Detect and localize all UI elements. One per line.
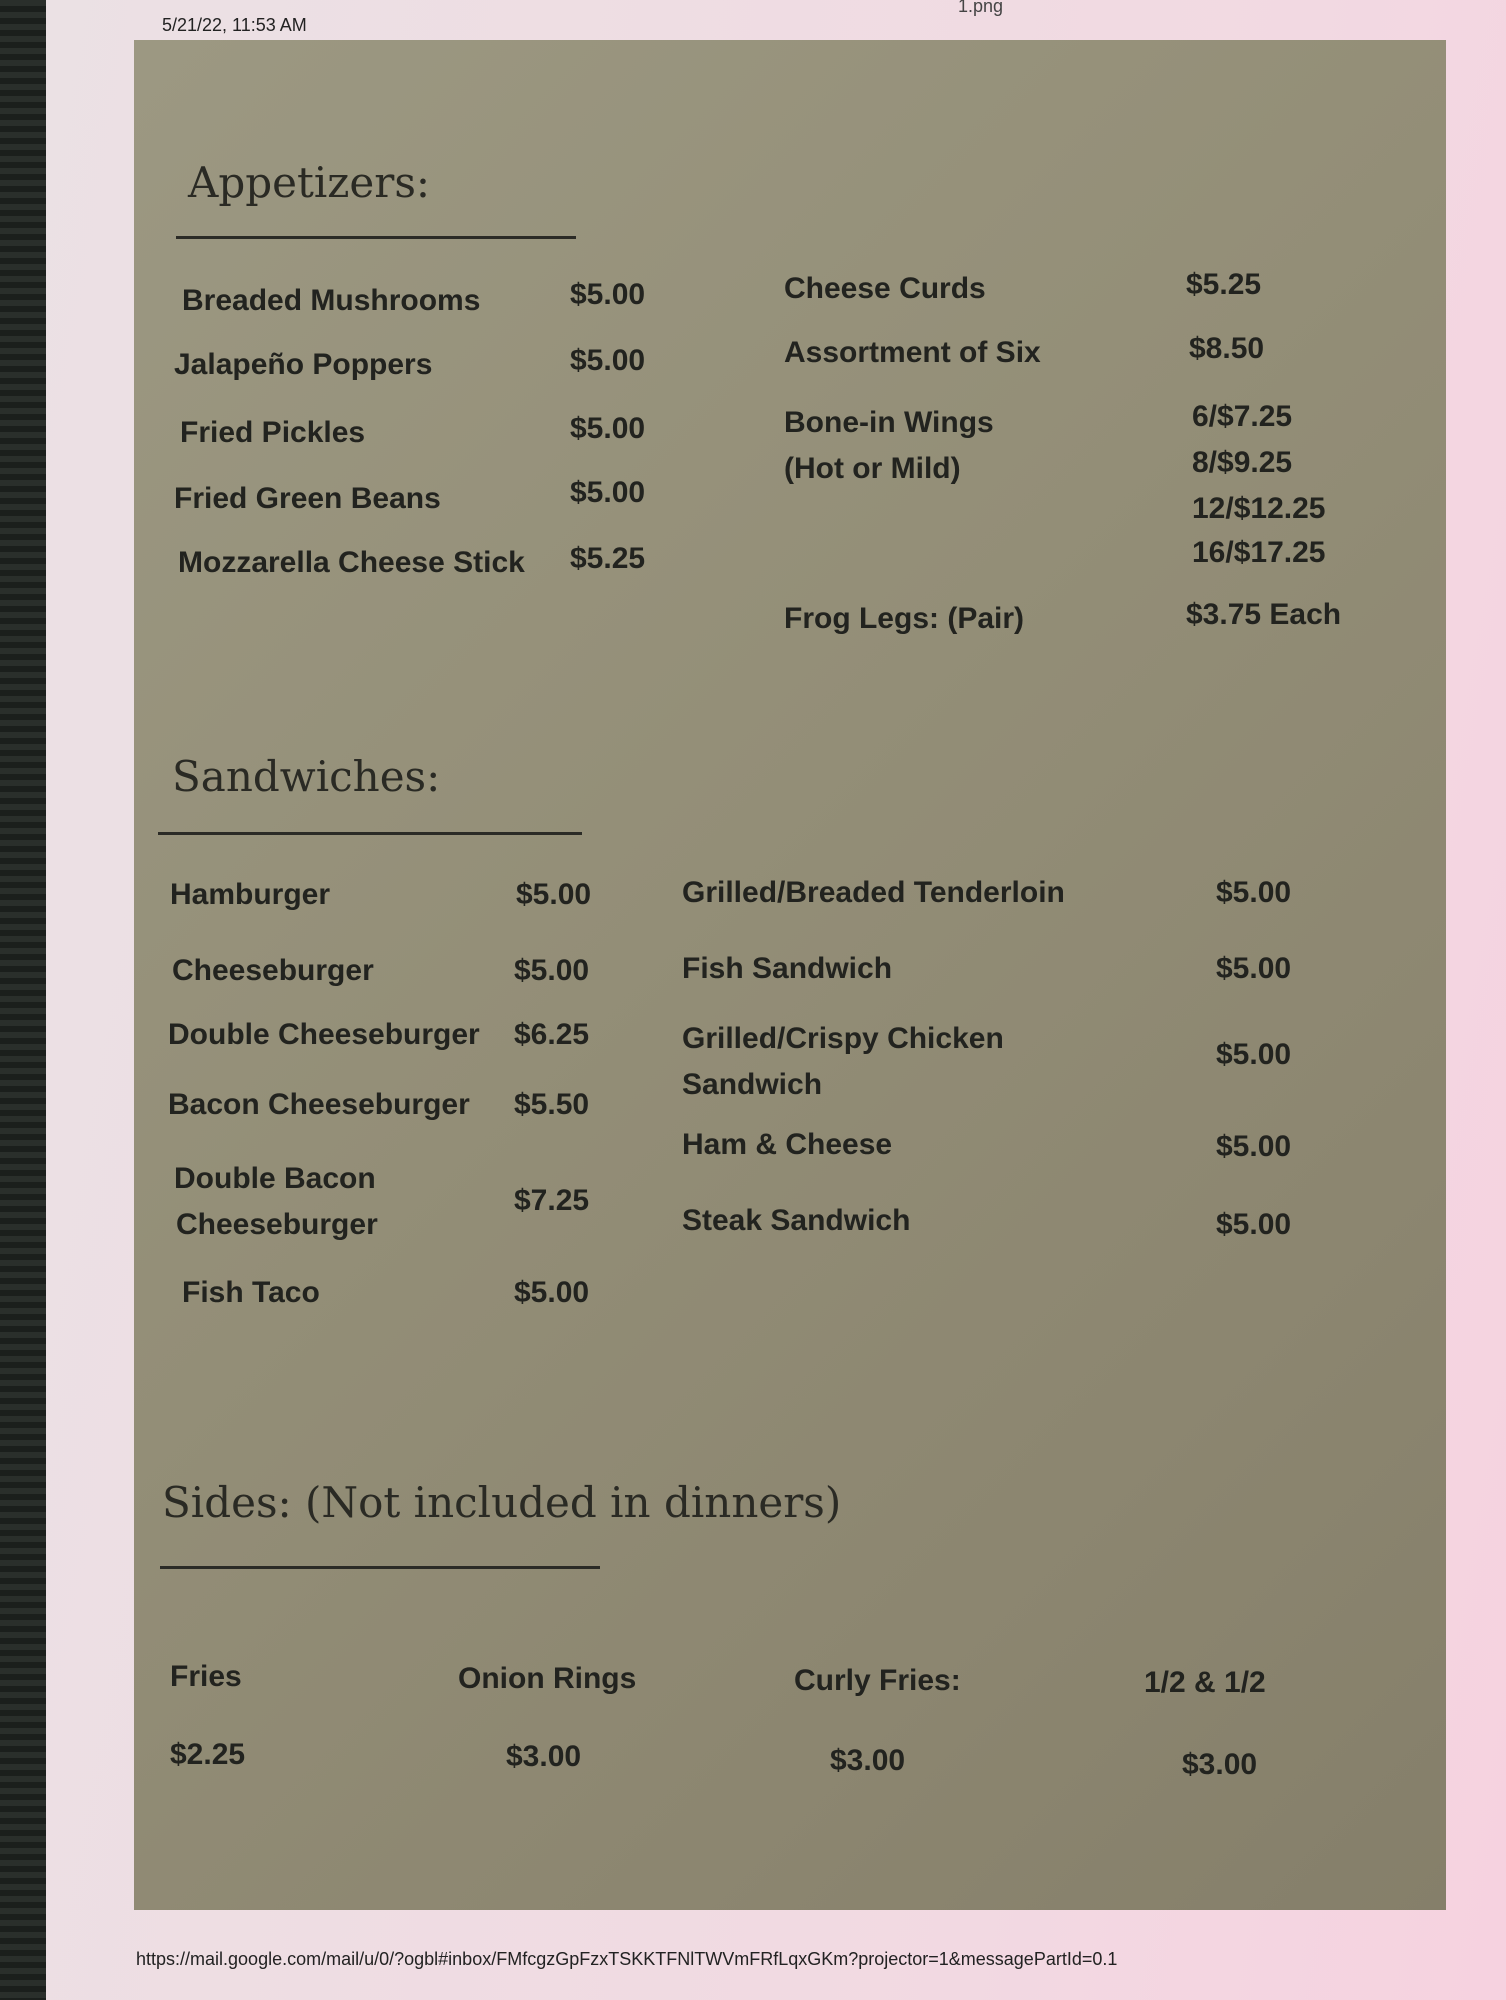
menu-item-name: Mozzarella Cheese Stick — [178, 546, 525, 579]
side-item-price: $3.00 — [506, 1740, 582, 1773]
menu-item-price: 8/$9.25 — [1192, 446, 1293, 479]
menu-item-name: Cheeseburger — [172, 954, 374, 987]
side-item-name: Onion Rings — [458, 1662, 637, 1695]
menu-item-price: $5.00 — [516, 878, 592, 911]
menu-item-price: $5.00 — [570, 476, 646, 509]
menu-item-name-subline: Cheeseburger — [176, 1208, 378, 1241]
menu-item-name: Hamburger — [170, 878, 331, 911]
appetizers-title: Appetizers: — [188, 158, 431, 207]
menu-item-name: Grilled/Crispy Chicken — [682, 1022, 1004, 1055]
menu-item-name: Fried Pickles — [180, 416, 366, 449]
menu-item-price: 16/$17.25 — [1192, 536, 1326, 569]
sides-divider — [160, 1566, 600, 1569]
menu-item-name: Double Cheeseburger — [168, 1018, 480, 1051]
menu-item-price: $8.50 — [1189, 332, 1265, 365]
menu-item-price: $5.00 — [570, 278, 646, 311]
menu-item-price: $5.00 — [1216, 1208, 1292, 1241]
menu-item-price: $5.00 — [514, 1276, 590, 1309]
menu-item-name: Bone-in Wings — [784, 406, 994, 439]
side-item-price: $3.00 — [830, 1744, 906, 1777]
menu-item-price: $5.00 — [1216, 1130, 1292, 1163]
menu-item-price: $5.00 — [1216, 952, 1292, 985]
menu-item-name: Bacon Cheeseburger — [168, 1088, 470, 1121]
sides-title: Sides: (Not included in dinners) — [162, 1478, 842, 1527]
menu-item-price: $5.00 — [1216, 876, 1292, 909]
menu-item-price: $5.00 — [1216, 1038, 1292, 1071]
menu-item-price: $5.25 — [570, 542, 646, 575]
menu-item-price: $7.25 — [514, 1184, 590, 1217]
sandwiches-title: Sandwiches: — [172, 752, 441, 801]
menu-item-name: Breaded Mushrooms — [182, 284, 481, 317]
menu-item-price: $3.75 Each — [1186, 598, 1342, 631]
menu-item-price: $5.00 — [570, 412, 646, 445]
menu-item-price: $5.50 — [514, 1088, 590, 1121]
menu-item-price: 12/$12.25 — [1192, 492, 1326, 525]
print-url: https://mail.google.com/mail/u/0/?ogbl#inbox/FMfcgzGpFzxTSKKTFNlTWVmFRfLqxGKm?projector=1&messagePartId=0.1 — [136, 1949, 1118, 1969]
menu-item-name: Fried Green Beans — [174, 482, 441, 515]
side-item-name: Curly Fries: — [794, 1664, 961, 1697]
menu-item-name: Cheese Curds — [784, 272, 986, 305]
sandwiches-divider — [158, 832, 582, 835]
binder-edge — [0, 0, 46, 2000]
print-filename: 1.png — [958, 0, 1004, 16]
appetizers-divider — [176, 236, 576, 239]
menu-item-name-subline: Sandwich — [682, 1068, 823, 1101]
menu-item-name: Jalapeño Poppers — [174, 348, 433, 381]
menu-item-name: Frog Legs: (Pair) — [784, 602, 1025, 635]
menu-item-name: Fish Taco — [182, 1276, 320, 1309]
menu-item-name: Steak Sandwich — [682, 1204, 911, 1237]
menu-item-name: Grilled/Breaded Tenderloin — [682, 876, 1065, 909]
menu-item-price: $6.25 — [514, 1018, 590, 1051]
menu-item-name: Fish Sandwich — [682, 952, 893, 985]
menu-item-name: Ham & Cheese — [682, 1128, 893, 1161]
menu-item-price: $5.25 — [1186, 268, 1262, 301]
menu-item-price: 6/$7.25 — [1192, 400, 1293, 433]
side-item-name: Fries — [170, 1660, 242, 1693]
print-date: 5/21/22, 11:53 AM — [162, 15, 307, 35]
menu-item-name-subline: (Hot or Mild) — [784, 452, 961, 485]
side-item-name: 1/2 & 1/2 — [1144, 1666, 1266, 1699]
menu-item-name: Double Bacon — [174, 1162, 376, 1195]
side-item-price: $2.25 — [170, 1738, 246, 1771]
menu-item-name: Assortment of Six — [784, 336, 1041, 369]
menu-photo — [134, 40, 1446, 1910]
menu-item-price: $5.00 — [570, 344, 646, 377]
side-item-price: $3.00 — [1182, 1748, 1258, 1781]
menu-item-price: $5.00 — [514, 954, 590, 987]
